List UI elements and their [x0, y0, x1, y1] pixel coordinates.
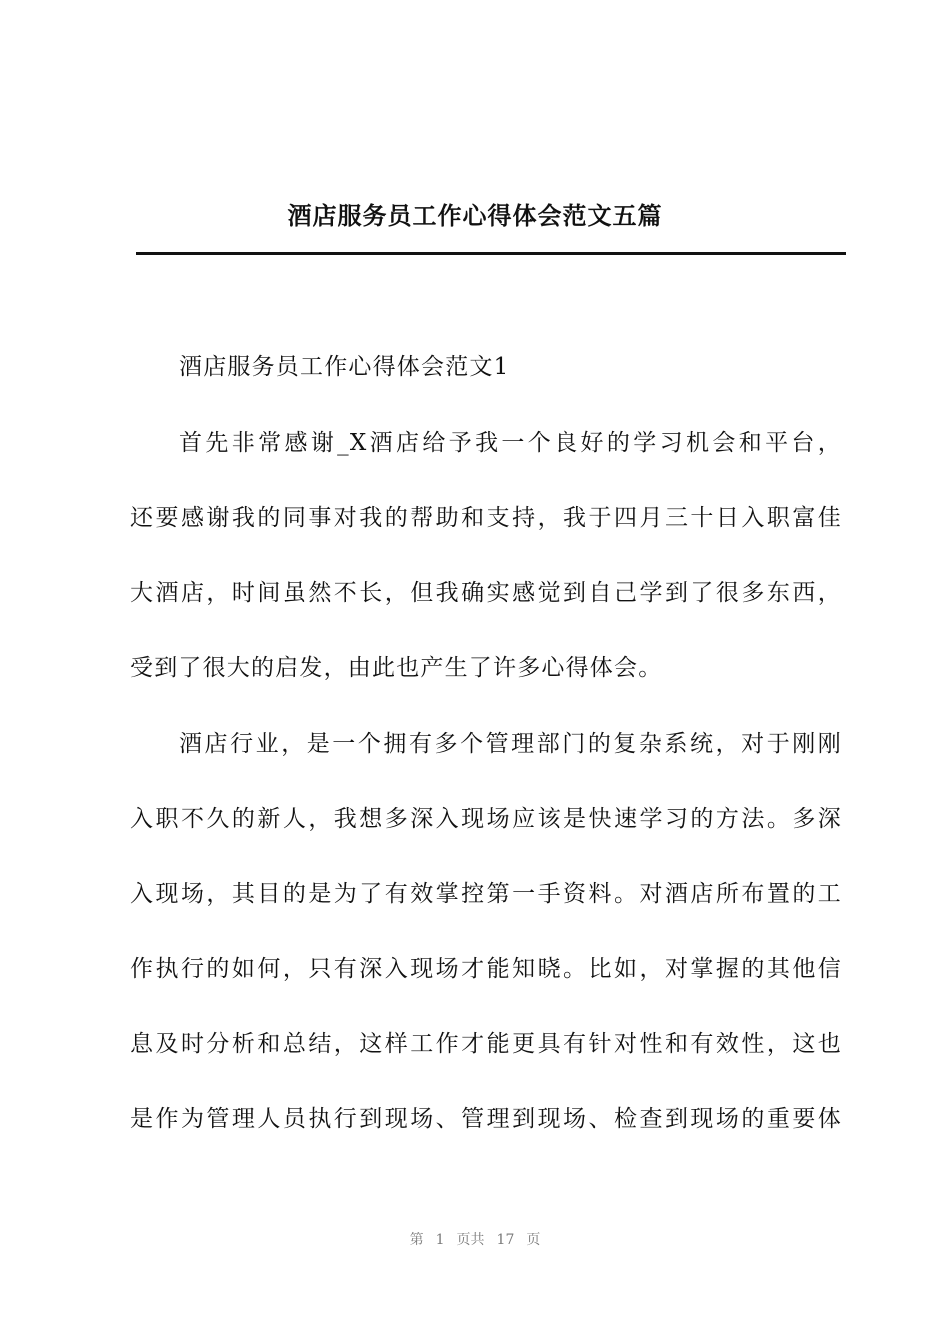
page-footer [0, 1229, 950, 1249]
paragraph-line: 是作为管理人员执行到现场、管理到现场、检查到现场的重要体 [130, 1106, 842, 1132]
footer-total-pages: 17 [496, 1232, 515, 1248]
paragraph-line: 息及时分析和总结，这样工作才能更具有针对性和有效性，这也 [130, 1031, 842, 1057]
document-title: 酒店服务员工作心得体会范文五篇 [287, 201, 663, 230]
paragraph-line: 受到了很大的启发，由此也产生了许多心得体会。 [130, 655, 663, 681]
paragraph-line: 首先非常感谢_X酒店给予我一个良好的学习机会和平台， [179, 430, 842, 456]
paragraph-line: 还要感谢我的同事对我的帮助和支持，我于四月三十日入职富佳 [130, 505, 842, 531]
footer-prefix: 第 [409, 1232, 424, 1248]
section-heading: 酒店服务员工作心得体会范文1 [179, 354, 510, 380]
paragraph-line: 入现场，其目的是为了有效掌控第一手资料。对酒店所布置的工 [130, 881, 842, 907]
paragraph-line: 作执行的如何，只有深入现场才能知晓。比如，对掌握的其他信 [130, 956, 842, 982]
paragraph-line: 酒店行业，是一个拥有多个管理部门的复杂系统，对于刚刚 [179, 731, 842, 757]
paragraph-line: 大酒店，时间虽然不长，但我确实感觉到自己学到了很多东西， [130, 580, 842, 606]
footer-page-number: 1 [435, 1232, 445, 1248]
title-underline [136, 252, 846, 255]
footer-suffix: 页 [526, 1232, 541, 1248]
paragraph-line: 入职不久的新人，我想多深入现场应该是快速学习的方法。多深 [130, 806, 842, 832]
footer-middle: 页共 [456, 1232, 485, 1248]
